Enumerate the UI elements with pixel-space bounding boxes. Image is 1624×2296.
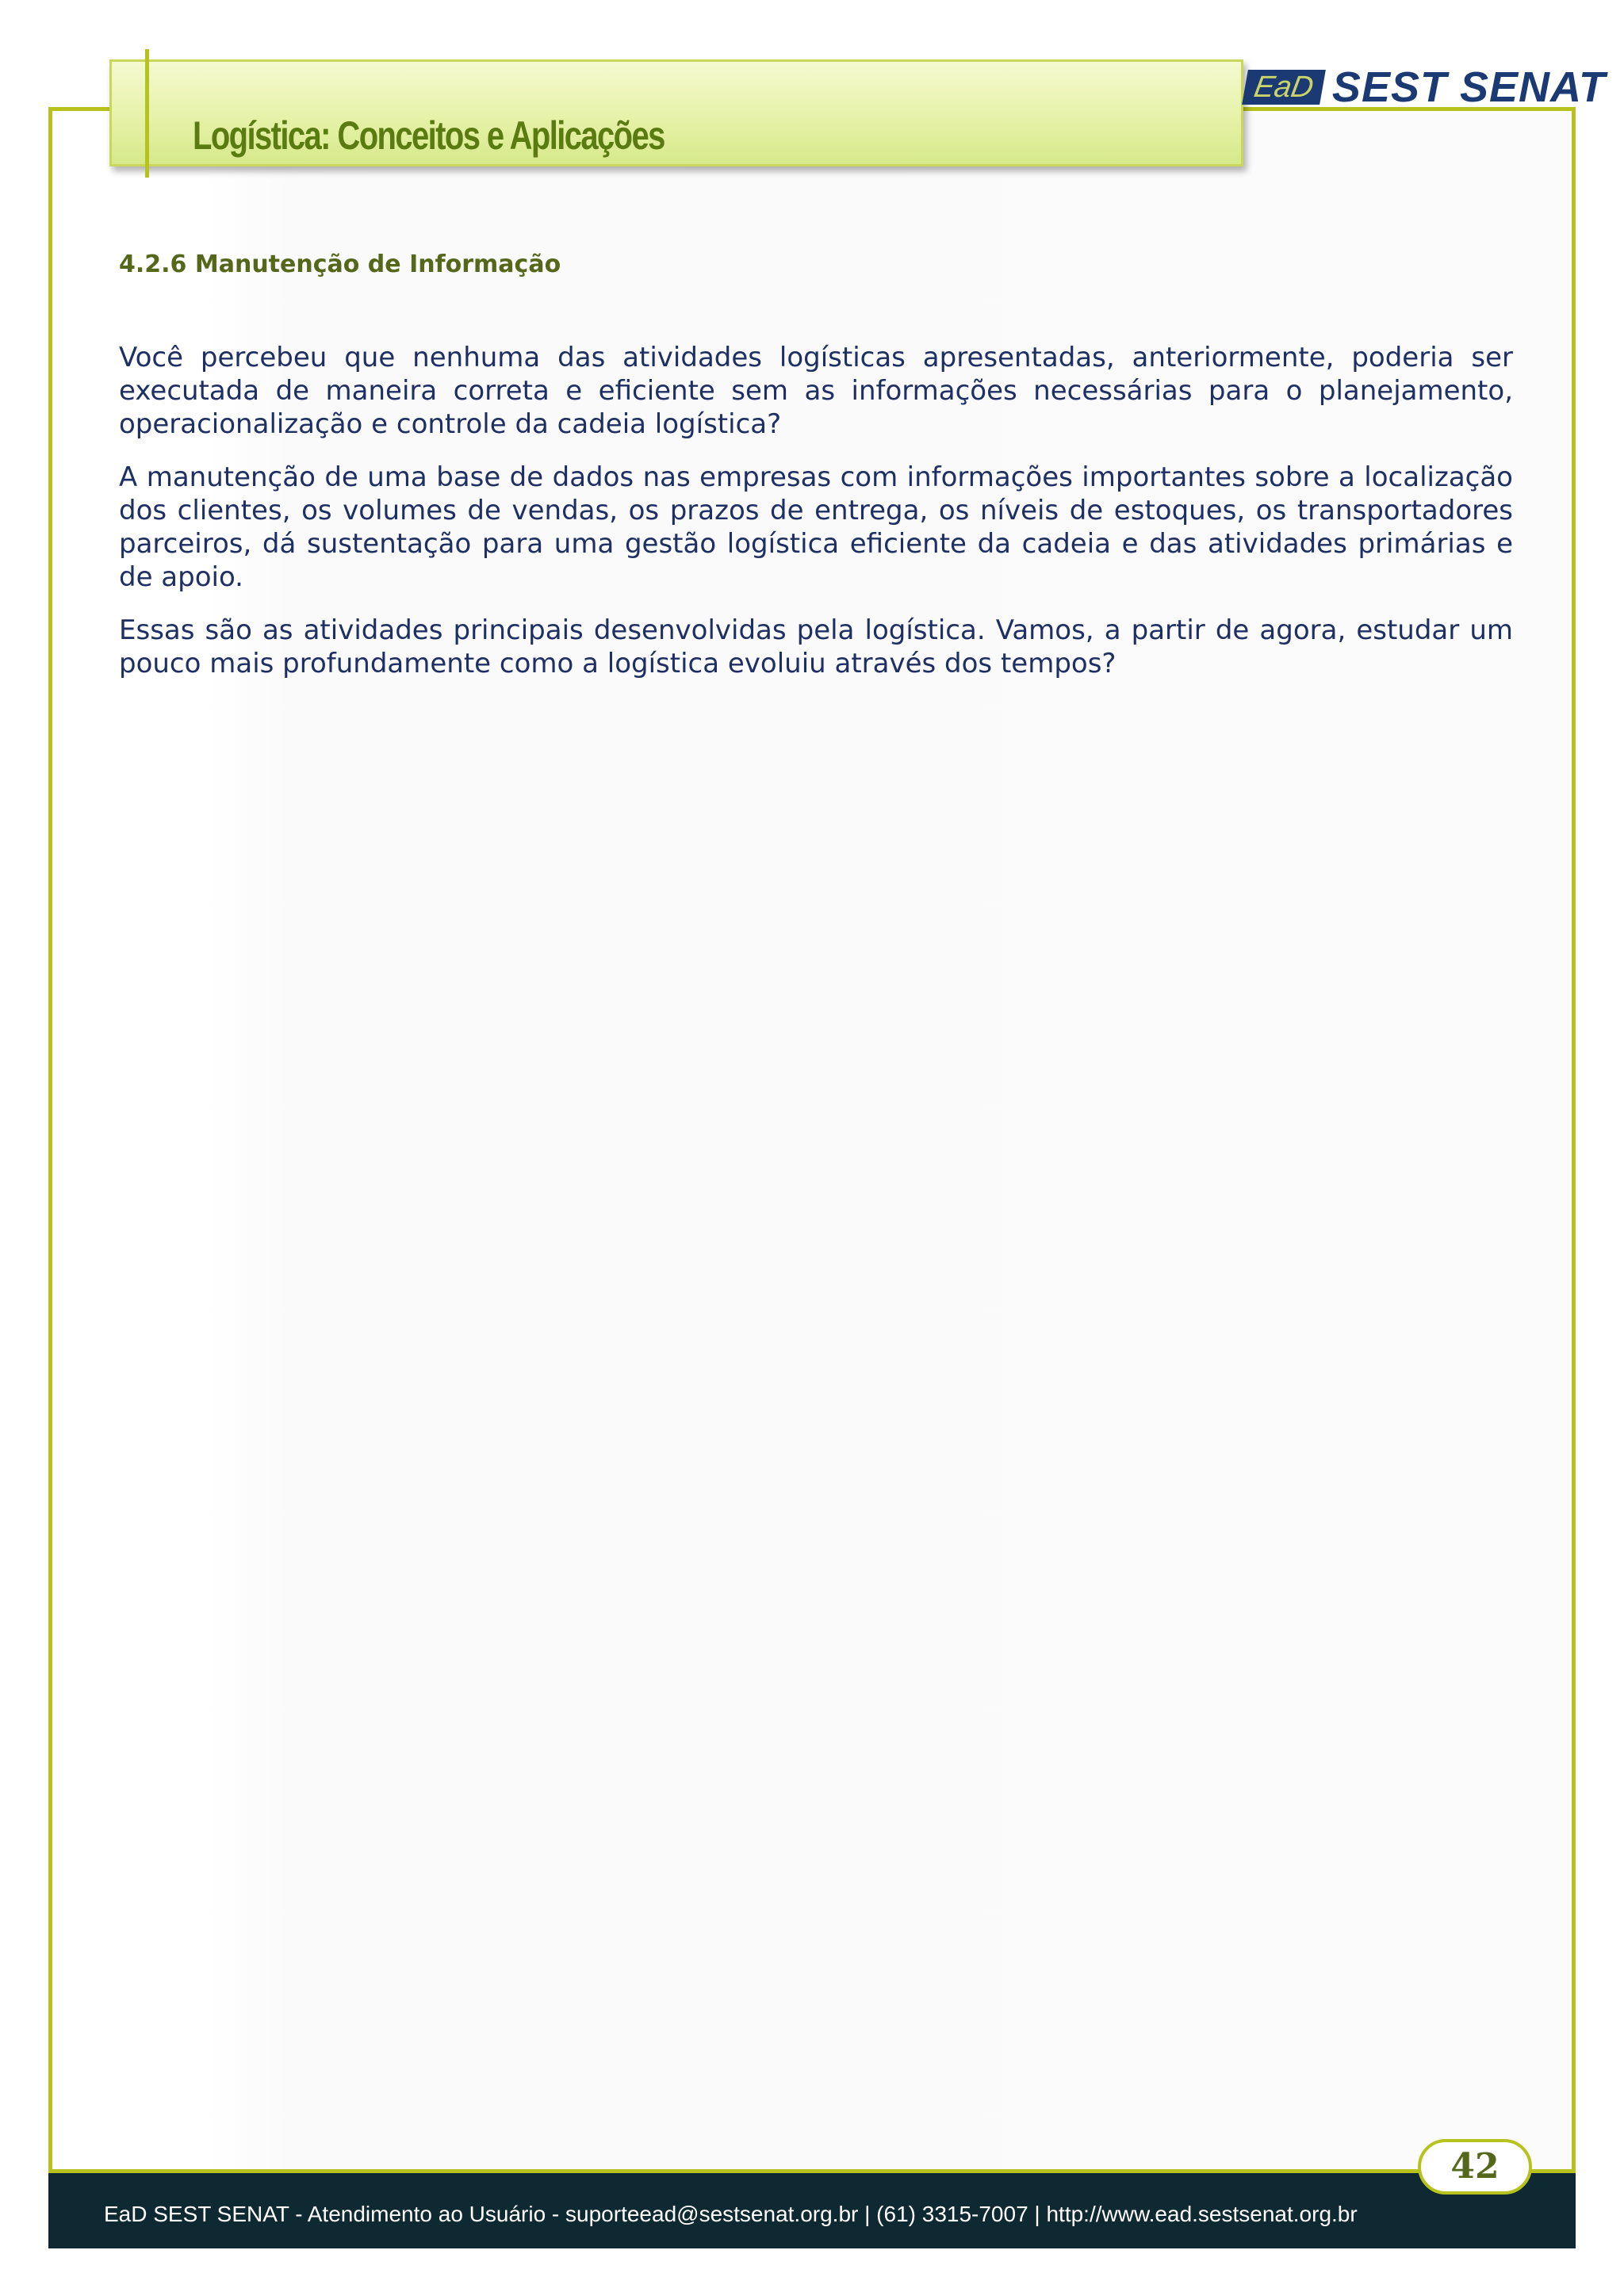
sest-senat-logo [1245,65,1606,109]
logo-name: SEST SENAT [1331,63,1606,111]
body-text [119,341,1513,700]
page-number-badge: 42 [1418,2139,1532,2195]
footer-contact-text: EaD SEST SENAT - Atendimento ao Usuário - suporteead@sestsenat.org.br | (61) 3315-7007 | http://www.ead.sestsenat.org.br [104,2202,1358,2226]
header-divider [145,49,149,178]
document-title: Logística: Conceitos e Aplicações [193,113,665,158]
paragraph: Essas são as atividades principais desenvolvidas pela logística. Vamos, a partir de agora, estudar um pouco mais profundamente como a logística evoluiu através dos tempos? [119,614,1513,679]
paragraph: A manutenção de uma base de dados nas empresas com informações importantes sobre a localização dos clientes, os volumes de vendas, os prazos de entrega, os níveis de estoques, os transportadores parceiros, dá sustentação para uma gestão logística eficiente da cadeia e das atividades primárias e de apoio. [119,461,1513,593]
paragraph: Você percebeu que nenhuma das atividades logísticas apresentadas, anteriormente, poderia ser executada de maneira correta e eficiente sem as informações necessárias para o planejamento, operacionalização e controle da cadeia logística? [119,342,1513,440]
logo-ead-badge: EaD [1242,70,1326,105]
footer-bar [48,2169,1576,2248]
section-heading: 4.2.6 Manutenção de Informação [119,251,561,278]
